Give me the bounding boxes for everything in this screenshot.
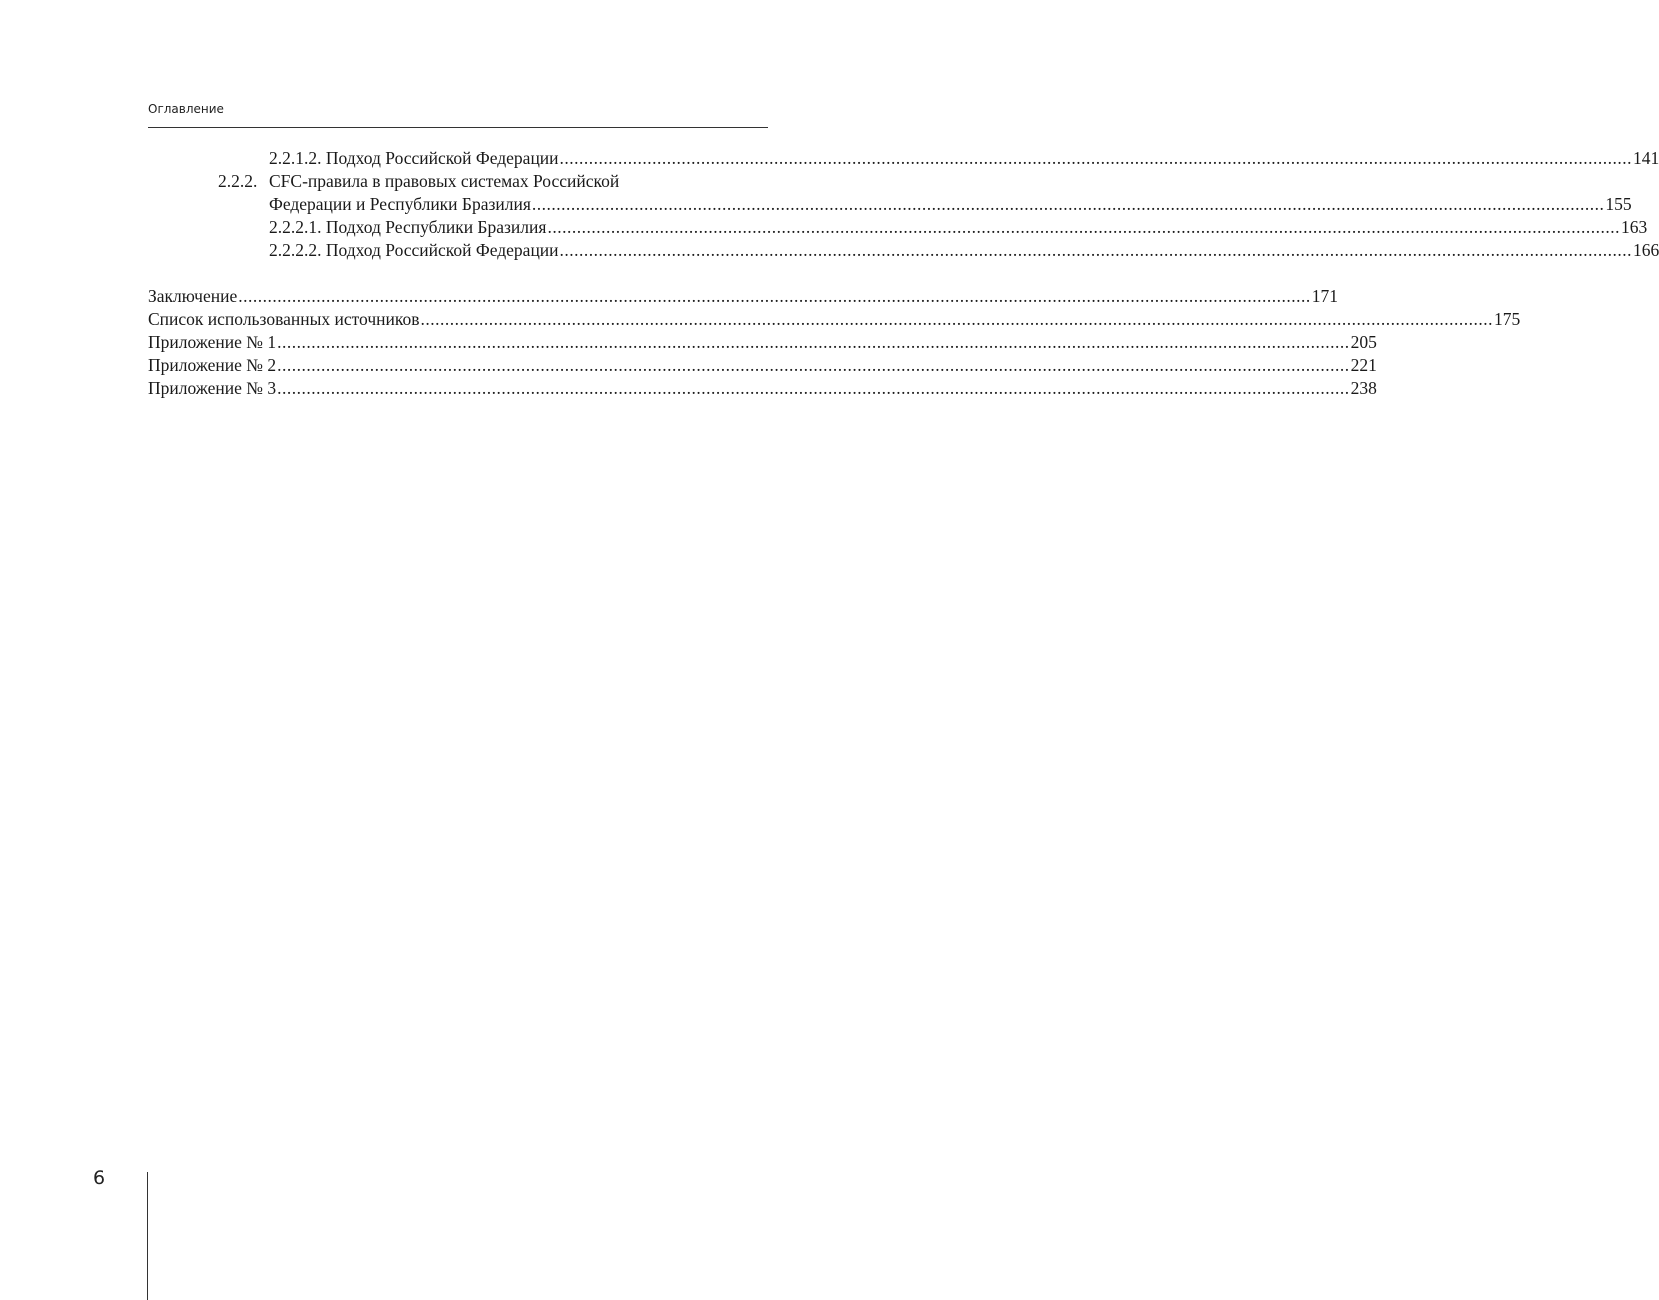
toc-entry-text [218,170,619,193]
footer-vertical-rule [147,1172,148,1300]
toc-entry-page: 171 [1311,286,1338,306]
toc-entry-2-2-2-1[interactable] [148,216,1648,239]
toc-entry-2-2-2-2[interactable] [148,239,1659,262]
toc-entry-title: Подход Республики Бразилия [325,217,547,237]
dot-leader: ............................................................................................................................................................................................................................ [277,332,1350,352]
toc-entry-title: Подход Российской Федерации [325,240,559,260]
dot-leader: ............................................................................................................................................................................................................................ [531,194,1605,214]
table-of-contents [148,147,1659,400]
toc-entry-page: 175 [1494,309,1521,329]
running-header: Оглавление [148,102,224,116]
toc-entry-number: 2.2.2. [218,171,258,191]
toc-entry-title: Приложение № 1 [148,332,277,352]
toc-entry-conclusion[interactable] [148,285,1338,308]
toc-entry-title: Заключение [148,286,238,306]
toc-entry-number: 2.2.1.2. [269,148,322,168]
toc-entry-page: 221 [1350,355,1377,375]
toc-entry-appendix-1[interactable] [148,331,1377,354]
toc-entry-page: 166 [1633,240,1659,260]
toc-entry-page: 238 [1350,378,1377,398]
dot-leader: ............................................................................................................................................................................................................................ [277,378,1350,398]
dot-leader: ............................................................................................................................................................................................................................ [277,355,1350,375]
toc-entry-title-line1: CFC-правила в правовых системах Российской [269,171,620,191]
dot-leader: ............................................................................................................................................................................................................................ [559,240,1633,260]
toc-entry-text [269,147,559,170]
dot-leader: ............................................................................................................................................................................................................................ [420,309,1494,329]
toc-entry-appendix-2[interactable] [148,354,1377,377]
toc-entry-2-2-2-continuation[interactable] [148,193,1632,216]
dot-leader: ............................................................................................................................................................................................................................ [238,286,1311,306]
toc-entry-2-2-1-2[interactable] [148,147,1659,170]
toc-entry-page: 205 [1350,332,1377,352]
toc-entry-2-2-2[interactable] [148,170,768,193]
toc-entry-page: 155 [1605,194,1632,214]
page-number: 6 [93,1167,106,1189]
toc-entry-number: 2.2.2.1. [269,217,322,237]
toc-entry-title: Подход Российской Федерации [325,148,559,168]
header-rule [148,127,768,128]
toc-entry-appendix-3[interactable] [148,377,1377,400]
toc-entry-text [269,216,546,239]
toc-entry-title: Приложение № 3 [148,378,277,398]
toc-entry-page: 163 [1620,217,1648,237]
dot-leader: ............................................................................................................................................................................................................................ [559,148,1633,168]
section-gap [148,262,768,285]
toc-entry-text [269,239,559,262]
toc-entry-sources[interactable] [148,308,1521,331]
toc-entry-page: 141 [1633,148,1659,168]
toc-entry-number: 2.2.2.2. [269,240,322,260]
toc-entry-title-line2: Федерации и Республики Бразилия [269,194,531,214]
dot-leader: ............................................................................................................................................................................................................................ [547,217,1620,237]
toc-entry-title: Список использованных источников [148,309,420,329]
toc-entry-title: Приложение № 2 [148,355,277,375]
